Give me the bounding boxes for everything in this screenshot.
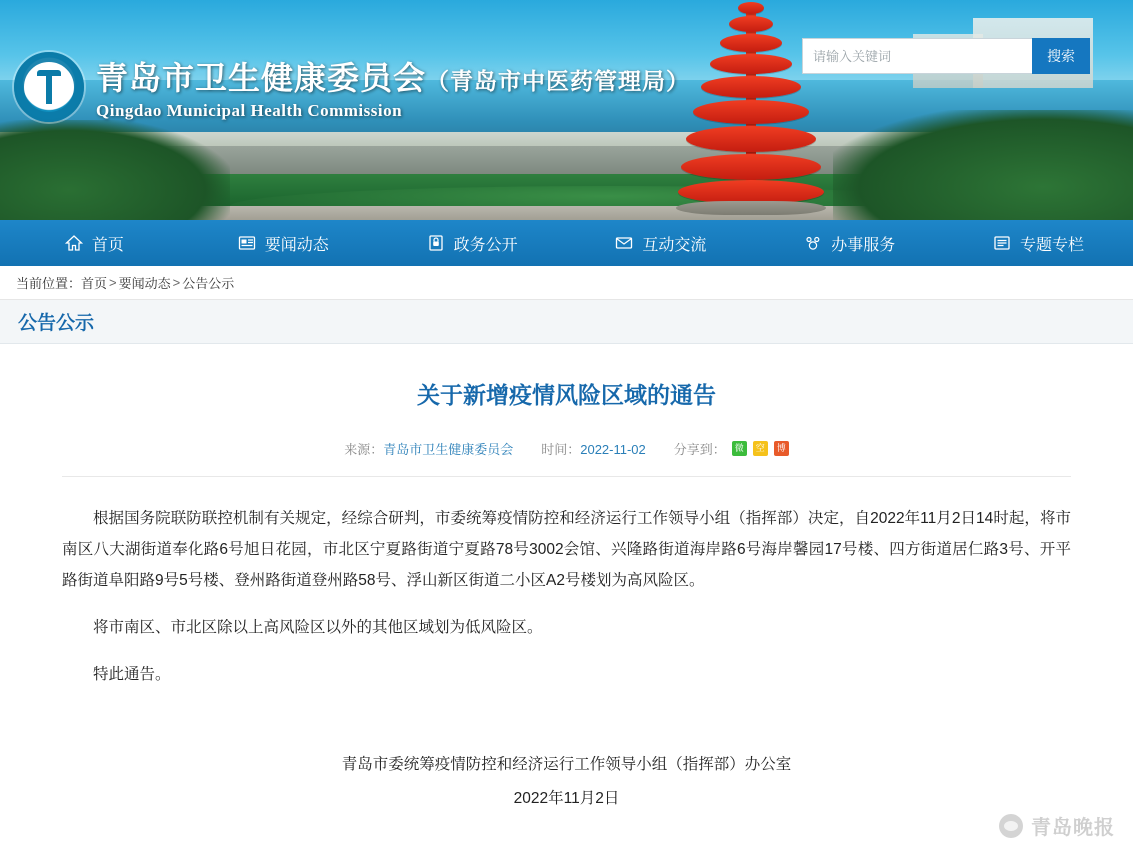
weibo-share-icon[interactable]: 博	[774, 441, 789, 456]
breadcrumb-prefix: 当前位置：	[16, 276, 82, 291]
watermark-text: 青岛晚报	[1031, 817, 1115, 839]
wechat-share-icon[interactable]: 微	[732, 441, 747, 456]
sculpture-ring	[686, 126, 816, 152]
nav-item-interaction[interactable]	[566, 220, 755, 266]
section-title-bar	[0, 300, 1133, 344]
search-box[interactable]	[802, 38, 1090, 74]
source-label: 来源：	[344, 441, 384, 457]
breadcrumb-separator: >	[172, 275, 181, 290]
envelope-icon	[615, 234, 633, 252]
paw-service-icon	[804, 234, 822, 252]
time-value: 2022-11-02	[580, 441, 646, 457]
nav-item-home[interactable]	[0, 220, 189, 266]
search-button[interactable]: 搜索	[1032, 38, 1090, 74]
nav-item-services[interactable]	[755, 220, 944, 266]
sculpture-ring	[681, 154, 821, 180]
site-logo[interactable]	[14, 52, 690, 122]
breadcrumb-item-news[interactable]: 要闻动态	[118, 276, 171, 291]
watermark	[999, 811, 1115, 840]
article-time	[541, 439, 646, 458]
nav-item-news[interactable]	[189, 220, 378, 266]
sculpture-ring	[738, 2, 764, 14]
nav-item-special-columns[interactable]	[944, 220, 1133, 266]
article-meta	[62, 439, 1071, 477]
weibo-icon	[999, 814, 1023, 838]
sculpture-ring	[710, 54, 792, 74]
article-paragraph: 将市南区、市北区除以上高风险区以外的其他区域划为低风险区。	[93, 618, 543, 636]
article	[0, 344, 1133, 816]
breadcrumb-item-announcements[interactable]: 公告公示	[182, 276, 235, 291]
share-label: 分享到：	[673, 441, 726, 457]
nav-label: 互动交流	[642, 236, 707, 254]
breadcrumb-separator: >	[109, 275, 117, 290]
breadcrumb-item-home[interactable]: 首页	[81, 276, 108, 291]
share-group	[674, 439, 789, 458]
main-navigation[interactable]	[0, 220, 1133, 266]
hero-trees-left	[0, 120, 230, 220]
source-value: 青岛市卫生健康委员会	[383, 441, 514, 457]
news-icon	[238, 234, 256, 252]
nav-label: 专题专栏	[1020, 236, 1085, 254]
nav-label: 首页	[91, 236, 124, 254]
hero-banner	[0, 0, 1133, 220]
time-label: 时间：	[541, 441, 581, 457]
article-paragraph: 特此通告。	[93, 665, 171, 683]
search-input[interactable]	[802, 38, 1032, 74]
sculpture-ring	[729, 16, 773, 32]
site-title-main: 青岛市卫生健康委员会	[96, 60, 427, 96]
health-commission-emblem-icon	[14, 52, 84, 122]
nav-label: 政务公开	[453, 236, 518, 254]
article-source	[344, 439, 513, 458]
site-title-sub: （青岛市中医药管理局）	[426, 68, 691, 94]
article-body	[62, 477, 1071, 816]
article-sign-date: 2022年11月2日	[513, 789, 620, 807]
site-logo-text	[96, 53, 690, 121]
document-lock-icon	[427, 234, 445, 252]
site-title-cn	[96, 53, 690, 99]
sculpture-ring	[720, 34, 782, 52]
hero-trees-right	[833, 110, 1133, 220]
qzone-share-icon[interactable]: 空	[753, 441, 768, 456]
emblem-ring	[17, 55, 81, 119]
sculpture-base	[676, 201, 826, 215]
list-icon	[993, 234, 1011, 252]
may-fourth-square-sculpture	[676, 0, 826, 215]
article-title: 关于新增疫情风险区域的通告	[417, 382, 716, 408]
home-icon	[65, 234, 83, 252]
sculpture-ring	[701, 76, 801, 98]
nav-label: 要闻动态	[264, 236, 329, 254]
sculpture-ring	[693, 100, 809, 124]
nav-label: 办事服务	[831, 236, 896, 254]
site-title-en: Qingdao Municipal Health Commission	[96, 101, 403, 120]
article-signature: 青岛市委统筹疫情防控和经济运行工作领导小组（指挥部）办公室	[341, 755, 792, 773]
page-title: 公告公示	[18, 313, 95, 334]
article-signature-block	[62, 748, 1071, 816]
breadcrumb	[0, 266, 1133, 300]
nav-item-government-affairs[interactable]	[378, 220, 567, 266]
article-paragraph: 根据国务院联防联控机制有关规定，经综合研判，市委统筹疫情防控和经济运行工作领导小组（指挥部）决定，自2022年11月2日14时起，将市南区八大湖街道奉化路6号旭日花园，市北区宁夏路街道宁夏路78号3002会馆、兴隆路街道海岸路6号海岸馨园17号楼、四方街道居仁路3号、开平路街道阜阳路9号5号楼、登州路街道登州路58号、浮山新区街道二小区A2号楼划为高风险区。	[62, 509, 1071, 589]
